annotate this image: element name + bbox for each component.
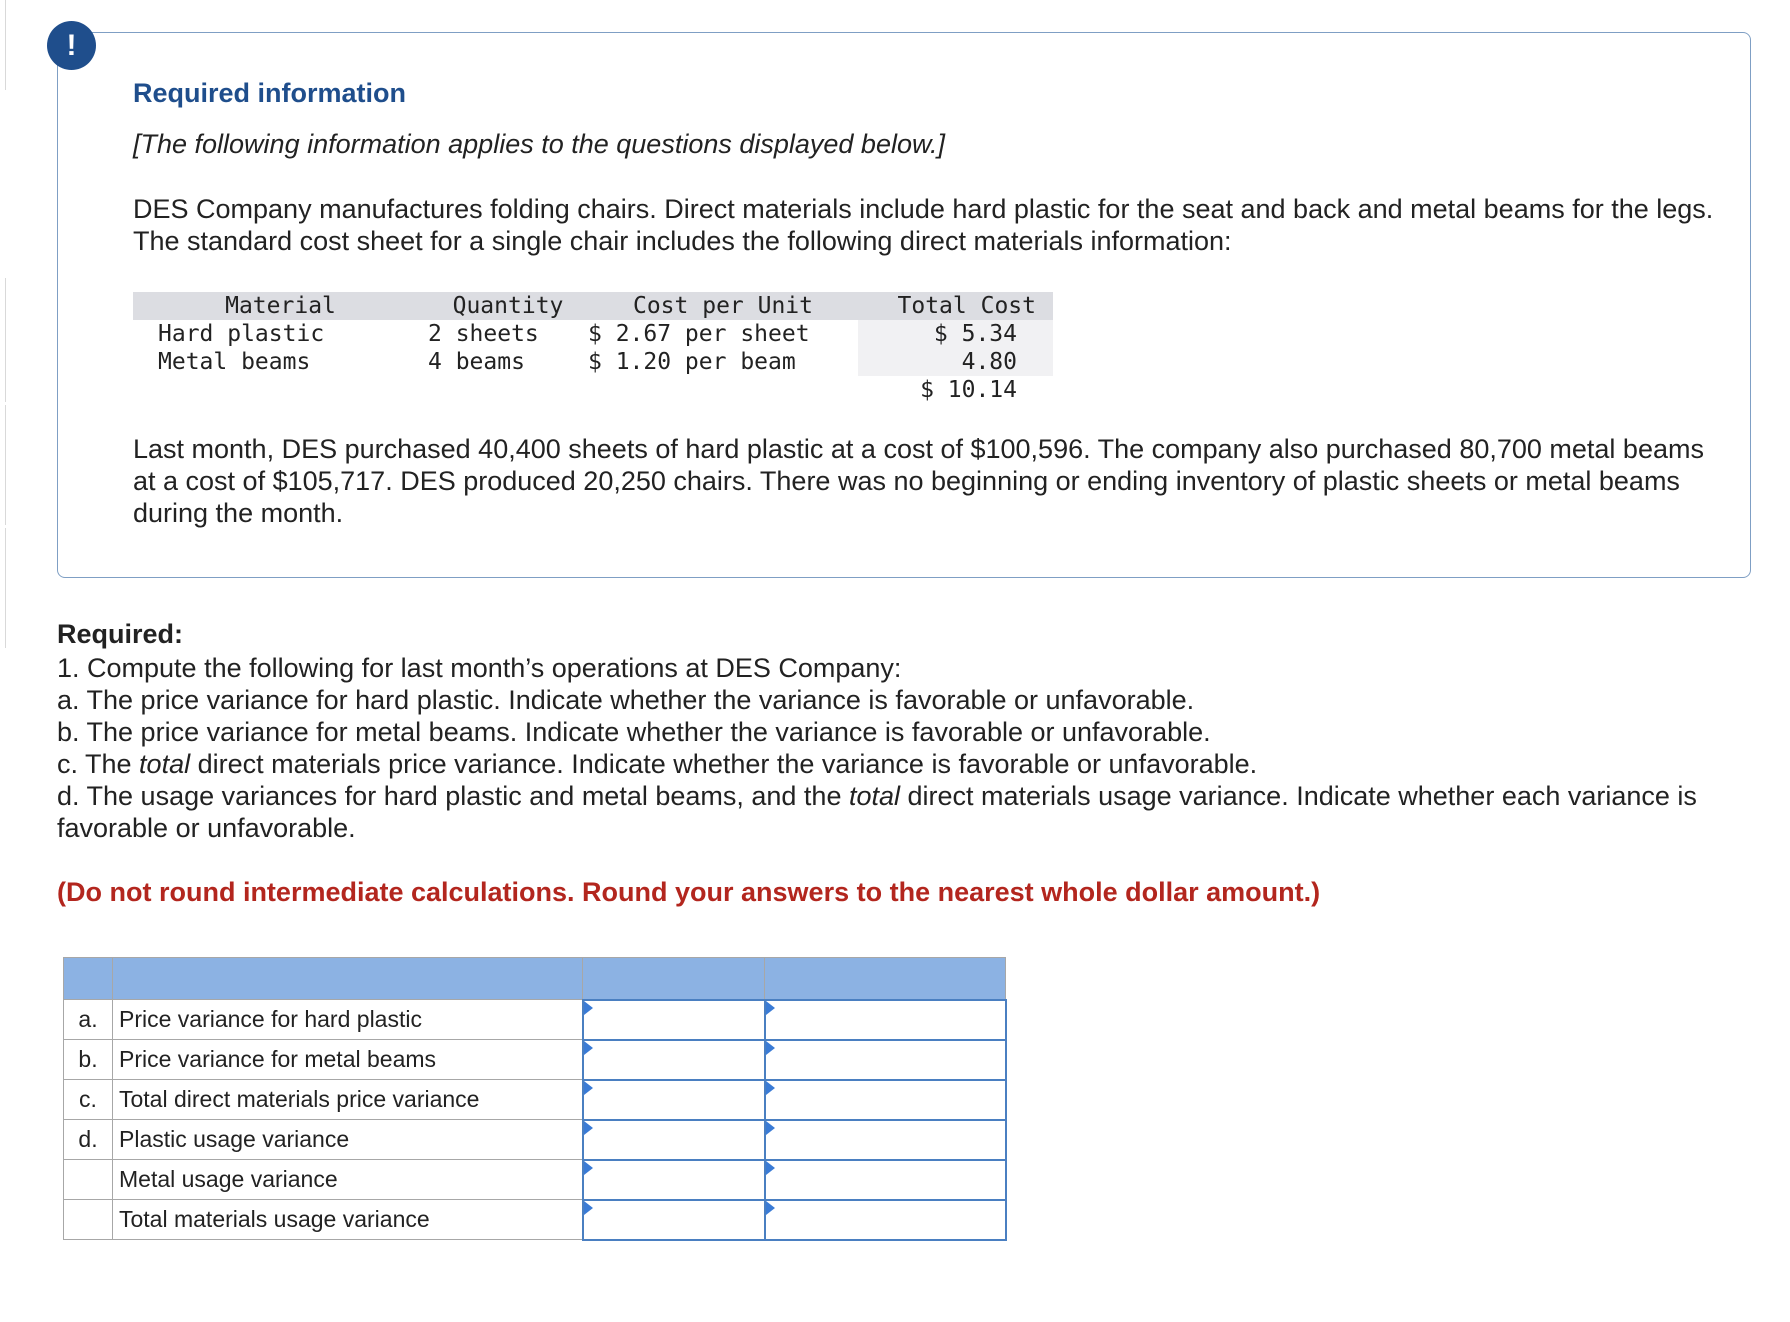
- input-marker-icon: [584, 1081, 593, 1095]
- row-label: Price variance for hard plastic: [113, 1000, 583, 1040]
- total-cost-cell: 4.80: [858, 348, 1053, 376]
- type-cell: [765, 1120, 1006, 1160]
- input-marker-icon: [766, 1201, 775, 1215]
- grand-total-cell: $ 10.14: [858, 376, 1053, 404]
- amount-input[interactable]: [584, 1122, 764, 1158]
- total-cost-cell: $ 5.34: [858, 320, 1053, 348]
- table-row: [64, 1080, 1006, 1120]
- standard-cost-header-row: [133, 292, 1053, 320]
- amount-input[interactable]: [584, 1042, 764, 1078]
- input-marker-icon: [766, 1041, 775, 1055]
- material-cell: Metal beams: [158, 349, 311, 375]
- type-cell: [765, 1000, 1006, 1040]
- variance-type-input[interactable]: [766, 1202, 1005, 1238]
- row-label: Price variance for metal beams: [113, 1040, 583, 1080]
- type-cell: [765, 1080, 1006, 1120]
- header-quantity: Quantity: [428, 292, 588, 320]
- input-marker-icon: [766, 1161, 775, 1175]
- variance-type-input[interactable]: [766, 1042, 1005, 1078]
- row-label: Total direct materials price variance: [113, 1080, 583, 1120]
- amount-cell: [583, 1200, 765, 1240]
- cost-per-unit-cell: $ 1.20 per beam: [588, 349, 796, 375]
- row-letter: [64, 1160, 113, 1200]
- row-letter: a.: [64, 1000, 113, 1040]
- table-row: [133, 348, 1053, 376]
- table-row: [64, 1160, 1006, 1200]
- alert-icon: !: [47, 21, 96, 70]
- required-item-a: a. The price variance for hard plastic. Indicate whether the variance is favorable or unfavorable.: [57, 685, 1195, 715]
- input-marker-icon: [584, 1161, 593, 1175]
- standard-cost-table: [133, 292, 1053, 404]
- answer-table-header: [64, 958, 1006, 1000]
- input-marker-icon: [584, 1041, 593, 1055]
- type-cell: [765, 1040, 1006, 1080]
- info-note: [The following information applies to the questions displayed below.]: [133, 129, 945, 159]
- rounding-instruction: (Do not round intermediate calculations. Round your answers to the nearest whole dollar amount.): [57, 877, 1321, 907]
- row-label: Metal usage variance: [113, 1160, 583, 1200]
- table-total-row: [133, 376, 1053, 404]
- table-row: [64, 1040, 1006, 1080]
- amount-cell: [583, 1040, 765, 1080]
- required-item-b: b. The price variance for metal beams. Indicate whether the variance is favorable or unfavorable.: [57, 717, 1211, 747]
- table-row: [64, 1120, 1006, 1160]
- amount-cell: [583, 1160, 765, 1200]
- amount-cell: [583, 1080, 765, 1120]
- input-marker-icon: [766, 1001, 775, 1015]
- required-item-c: c. The total direct materials price variance. Indicate whether the variance is favorable or unfavorable.: [57, 749, 1258, 779]
- input-marker-icon: [766, 1081, 775, 1095]
- row-letter: c.: [64, 1080, 113, 1120]
- variance-type-input[interactable]: [766, 1122, 1005, 1158]
- required-item-d: d. The usage variances for hard plastic and metal beams, and the total direct materials usage variance. Indicate whether each variance is favorable or unfavorable.: [57, 781, 1697, 843]
- amount-input[interactable]: [584, 1082, 764, 1118]
- input-marker-icon: [584, 1001, 593, 1015]
- table-row: [64, 1000, 1006, 1040]
- amount-cell: [583, 1000, 765, 1040]
- row-letter: [64, 1200, 113, 1240]
- type-cell: [765, 1160, 1006, 1200]
- amount-input[interactable]: [584, 1002, 764, 1038]
- info-title: Required information: [133, 78, 407, 108]
- row-letter: d.: [64, 1120, 113, 1160]
- row-label: Plastic usage variance: [113, 1120, 583, 1160]
- material-cell: Hard plastic: [158, 321, 325, 347]
- required-heading: Required:: [57, 619, 184, 649]
- quantity-cell: 4 beams: [428, 349, 525, 375]
- input-marker-icon: [584, 1121, 593, 1135]
- variance-type-input[interactable]: [766, 1082, 1005, 1118]
- header-material: Material: [133, 292, 428, 320]
- row-letter: b.: [64, 1040, 113, 1080]
- cost-per-unit-cell: $ 2.67 per sheet: [588, 321, 810, 347]
- info-intro: DES Company manufactures folding chairs. Direct materials include hard plastic for the seat and back and metal beams for the legs. The standard cost sheet for a single chair includes the following direct materials information:: [133, 194, 1714, 256]
- header-cost-per-unit: Cost per Unit: [588, 292, 858, 320]
- quantity-cell: 2 sheets: [428, 321, 539, 347]
- amount-cell: [583, 1120, 765, 1160]
- amount-input[interactable]: [584, 1162, 764, 1198]
- row-label: Total materials usage variance: [113, 1200, 583, 1240]
- variance-type-input[interactable]: [766, 1002, 1005, 1038]
- required-instructions: [57, 652, 1757, 844]
- answer-table: [63, 957, 1007, 1241]
- required-line-1: 1. Compute the following for last month’s operations at DES Company:: [57, 653, 902, 683]
- info-details: Last month, DES purchased 40,400 sheets of hard plastic at a cost of $100,596. The company also purchased 80,700 metal beams at a cost of $105,717. DES produced 20,250 chairs. There was no beginning or ending inventory of plastic sheets or metal beams during the month.: [133, 434, 1704, 528]
- header-total-cost: Total Cost: [858, 292, 1053, 320]
- type-cell: [765, 1200, 1006, 1240]
- input-marker-icon: [584, 1201, 593, 1215]
- input-marker-icon: [766, 1121, 775, 1135]
- variance-type-input[interactable]: [766, 1162, 1005, 1198]
- table-row: [133, 320, 1053, 348]
- amount-input[interactable]: [584, 1202, 764, 1238]
- table-row: [64, 1200, 1006, 1240]
